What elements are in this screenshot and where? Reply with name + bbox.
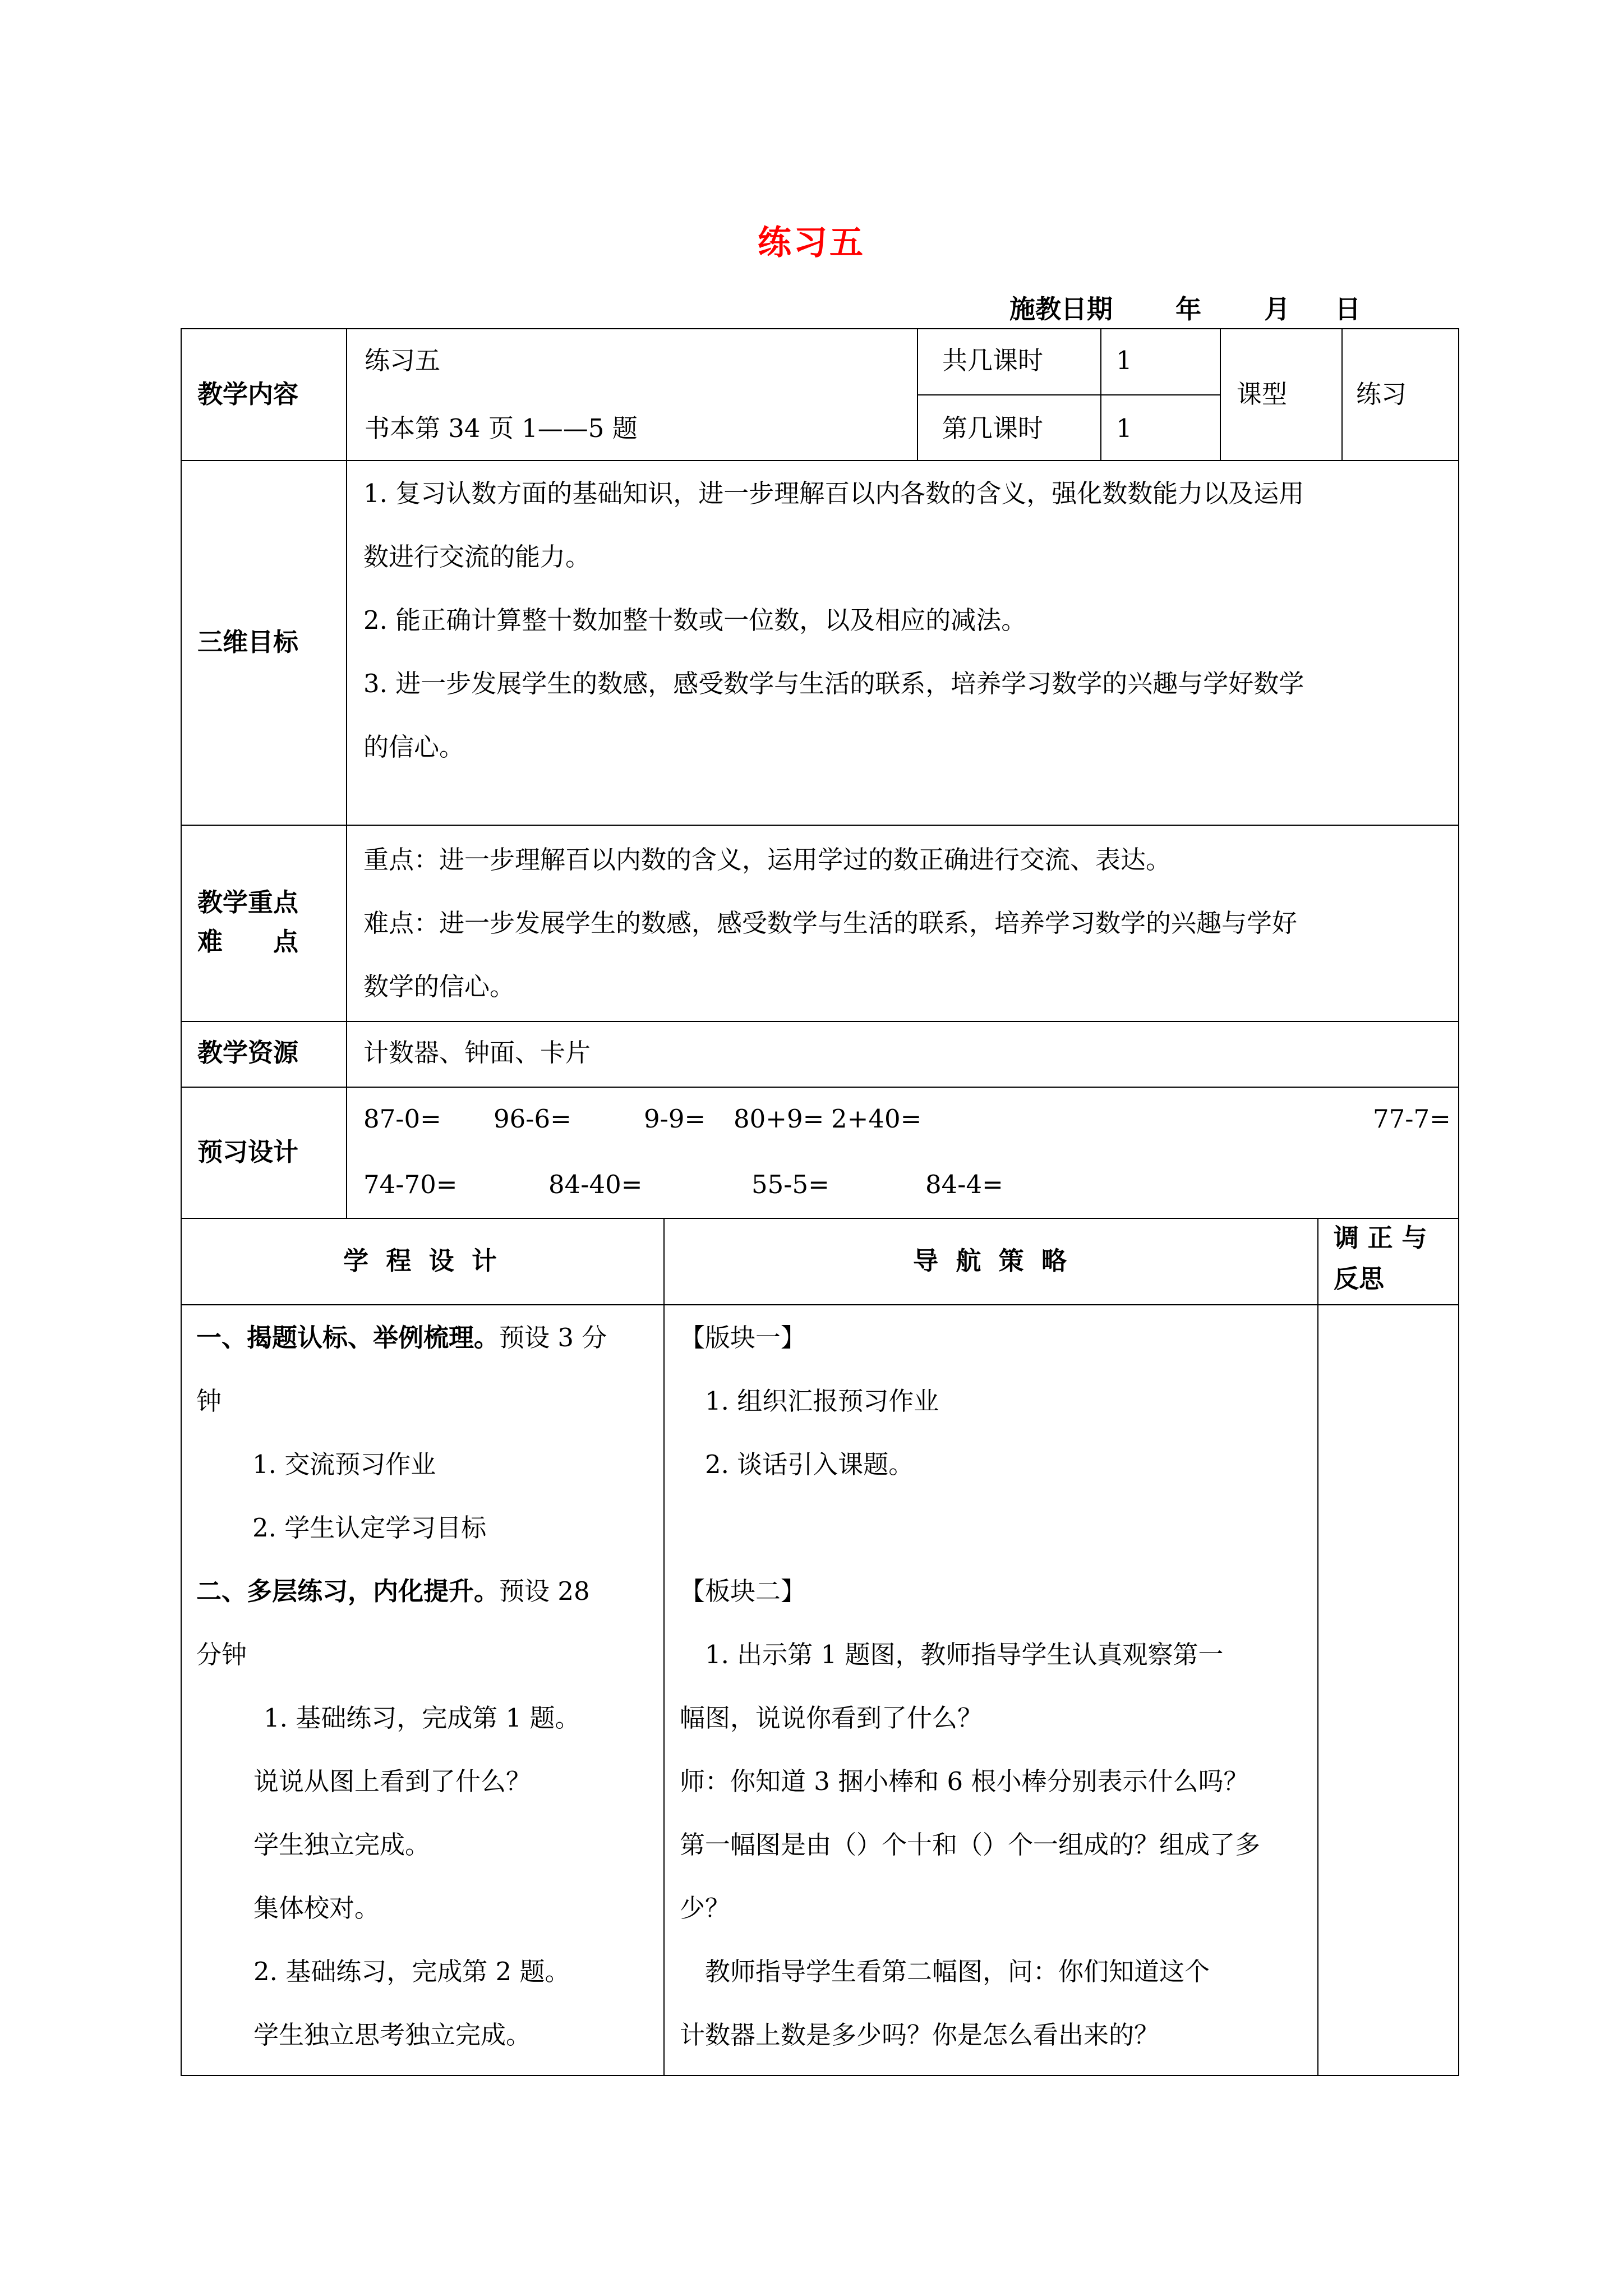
resources-label: 教学资源 xyxy=(197,1038,299,1068)
keypoints-line: 难点：进一步发展学生的数感，感受数学与生活的联系，培养学习数学的兴趣与学好 xyxy=(363,908,1298,938)
practice-note: 学生独立完成。 xyxy=(253,1830,431,1860)
preview-item: 9-9= xyxy=(644,1104,706,1134)
page-title: 练习五 xyxy=(758,223,865,263)
block2-line: 幅图，说说你看到了什么？ xyxy=(680,1703,983,1733)
section2-title: 二、多层练习，内化提升。 xyxy=(196,1576,500,1606)
date-label: 施教日期 xyxy=(1009,294,1113,324)
preview-item: 87-0= xyxy=(363,1104,441,1134)
lesson-type-value: 练习 xyxy=(1356,379,1407,409)
keypoints-text xyxy=(363,828,1297,1018)
col-divider xyxy=(1100,328,1101,460)
preview-item: 96-6= xyxy=(494,1104,571,1134)
block1-item: 2. 谈话引入课题。 xyxy=(705,1450,914,1479)
goals-line: 3. 进一步发展学生的数感，感受数学与生活的联系，培养学习数学的兴趣与学好数学 xyxy=(363,669,1304,698)
block1-item: 1. 组织汇报预习作业 xyxy=(705,1386,939,1416)
resources-value: 计数器、钟面、卡片 xyxy=(363,1038,591,1068)
goals-line: 的信心。 xyxy=(363,732,465,762)
section1-item: 1. 交流预习作业 xyxy=(252,1450,436,1479)
row-divider xyxy=(181,1087,1459,1088)
date-line xyxy=(1009,289,1361,326)
practice-item: 2. 基础练习，完成第 2 题。 xyxy=(253,1957,570,1986)
col-divider xyxy=(1317,1218,1318,2076)
keypoints-label: 教学重点 xyxy=(197,887,299,917)
keypoints-line: 数学的信心。 xyxy=(363,972,515,1001)
section1-title: 一、揭题认标、举例梳理。 xyxy=(196,1323,500,1352)
practice-item: 1. 基础练习，完成第 1 题。 xyxy=(264,1703,580,1733)
preview-item: 77-7= xyxy=(1373,1104,1451,1134)
goals-line: 1. 复习认数方面的基础知识，进一步理解百以内各数的含义，强化数数能力以及运用 xyxy=(363,478,1304,508)
preview-item: 84-40= xyxy=(548,1170,643,1199)
lesson-type-label: 课型 xyxy=(1237,379,1288,409)
preview-item: 80+9= xyxy=(734,1104,824,1134)
section1-item: 2. 学生认定学习目标 xyxy=(252,1513,487,1543)
practice-note: 说说从图上看到了什么？ xyxy=(253,1766,532,1796)
col-divider xyxy=(1341,328,1343,460)
plan-strategy-column xyxy=(680,1306,1313,2067)
plan-header-reflection-2: 反思 xyxy=(1334,1264,1385,1294)
block2-line: 1. 出示第 1 题图，教师指导学生认真观察第一 xyxy=(705,1640,1224,1669)
practice-note: 学生独立思考独立完成。 xyxy=(253,2020,532,2050)
block2-title: 【板块二】 xyxy=(680,1576,806,1606)
row-divider xyxy=(181,1304,1459,1305)
goals-line: 2. 能正确计算整十数加整十数或一位数，以及相应的减法。 xyxy=(363,605,1027,635)
preview-item: 84-4= xyxy=(925,1170,1003,1199)
section2-time: 预设 28 xyxy=(499,1576,590,1606)
year-label: 年 xyxy=(1175,294,1202,324)
row-divider xyxy=(181,1218,1459,1219)
goals-text xyxy=(363,462,1304,779)
block2-line: 师：你知道 3 捆小棒和 6 根小棒分别表示什么吗？ xyxy=(680,1766,1249,1796)
preview-item: 2+40= xyxy=(831,1104,922,1134)
section1-time-cont: 钟 xyxy=(196,1386,222,1416)
row-divider xyxy=(181,825,1459,826)
block2-line: 第一幅图是由（）个十和（）个一组成的？组成了多 xyxy=(680,1830,1261,1860)
preview-label: 预习设计 xyxy=(197,1137,299,1167)
block2-line: 少？ xyxy=(680,1893,731,1923)
row-divider xyxy=(181,1021,1459,1022)
keypoints-line: 重点：进一步理解百以内数的含义，运用学过的数正确进行交流、表达。 xyxy=(363,845,1172,875)
plan-header-process: 学 程 设 计 xyxy=(343,1246,497,1276)
period-number-value: 1 xyxy=(1116,413,1132,443)
plan-process-column xyxy=(196,1306,656,2067)
col-divider xyxy=(346,328,347,1218)
col-divider xyxy=(663,1218,665,2076)
goals-line: 数进行交流的能力。 xyxy=(363,542,591,572)
section2-time-cont: 分钟 xyxy=(196,1640,247,1669)
goals-label: 三维目标 xyxy=(197,627,299,657)
block2-line: 计数器上数是多少吗？你是怎么看出来的？ xyxy=(680,2020,1160,2050)
content-line2: 书本第 34 页 1——5 题 xyxy=(365,413,638,443)
month-label: 月 xyxy=(1264,294,1290,324)
block2-line: 教师指导学生看第二幅图，问：你们知道这个 xyxy=(680,1957,1210,1986)
col-divider xyxy=(917,328,918,460)
total-periods-label: 共几课时 xyxy=(942,346,1044,375)
plan-header-reflection-1: 调 正 与 xyxy=(1334,1223,1427,1253)
content-line1: 练习五 xyxy=(365,346,441,375)
content-label: 教学内容 xyxy=(197,379,299,409)
col-divider xyxy=(1220,328,1221,460)
difficulties-label: 难 点 xyxy=(197,927,299,956)
plan-header-strategy: 导 航 策 略 xyxy=(913,1246,1067,1276)
total-periods-value: 1 xyxy=(1116,346,1132,375)
preview-item: 74-70= xyxy=(363,1170,458,1199)
period-number-label: 第几课时 xyxy=(942,413,1044,443)
cell-divider xyxy=(917,394,1220,395)
section1-time: 预设 3 分 xyxy=(499,1323,607,1352)
block1-title: 【版块一】 xyxy=(680,1323,806,1352)
day-label: 日 xyxy=(1335,294,1361,324)
preview-item: 55-5= xyxy=(751,1170,829,1199)
practice-note: 集体校对。 xyxy=(253,1893,380,1923)
row-divider xyxy=(181,460,1459,461)
